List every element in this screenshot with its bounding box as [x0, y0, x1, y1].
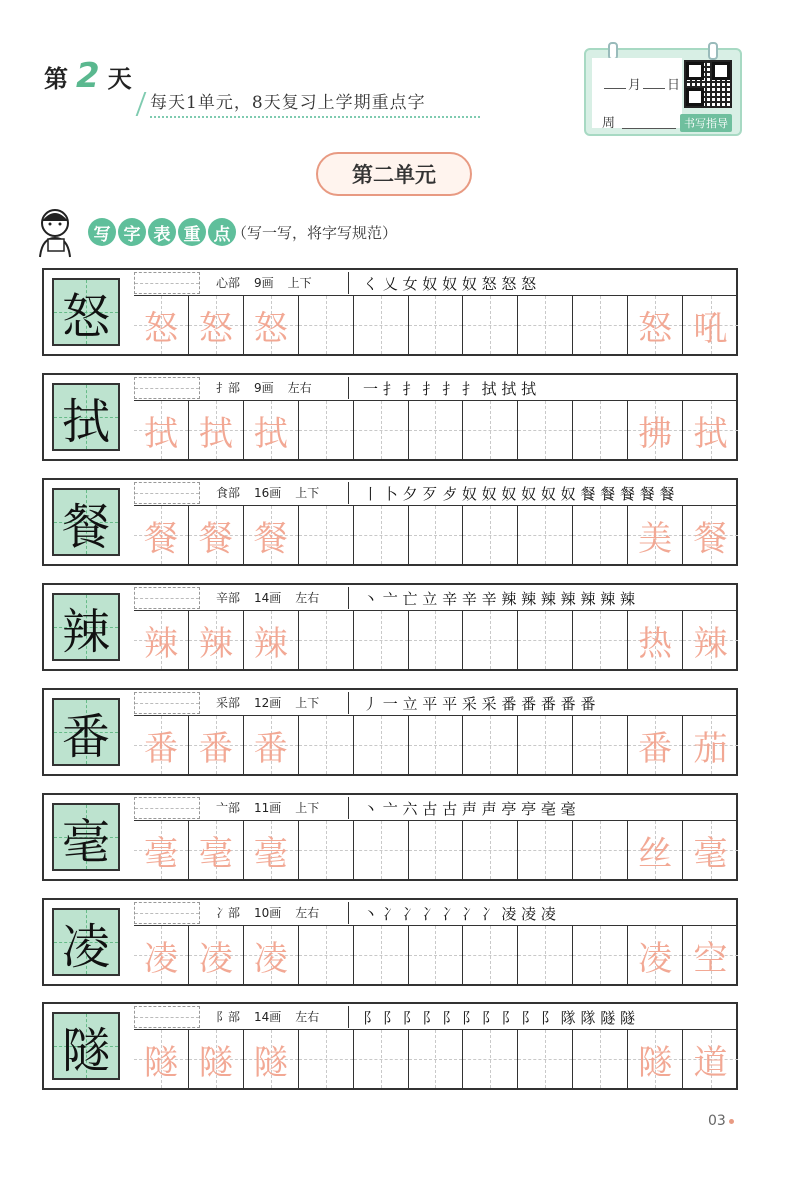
month-blank[interactable]: [604, 88, 626, 89]
meta-radical: 冫部: [216, 906, 241, 920]
model-character: 凌: [61, 918, 110, 975]
writing-cell[interactable]: [628, 296, 683, 354]
writing-cell[interactable]: [573, 611, 628, 669]
stroke-order: 丿 一 立 平 平 采 采 番 番 番 番 番: [348, 692, 595, 714]
character-meta: [216, 379, 326, 396]
word-character: 凌: [638, 938, 673, 979]
writing-cell[interactable]: [409, 716, 464, 774]
stroke-order: 丶 亠 亡 立 辛 辛 辛 辣 辣 辣 辣 辣 辣 辣: [348, 587, 635, 609]
model-character-box: [52, 488, 120, 556]
meta-radical: 阝部: [216, 1010, 241, 1024]
practice-row: [42, 373, 738, 461]
trace-character: 辣: [198, 623, 233, 664]
stroke-order: 丨 卜 夕 歹 歺 奴 奴 奴 奴 奴 奴 餐 餐 餐 餐 餐: [348, 482, 675, 504]
stroke-order: 阝 阝 阝 阝 阝 阝 阝 阝 阝 阝 隊 隊 隧 隧: [348, 1006, 635, 1028]
date-line: [602, 74, 680, 93]
trace-character: 凌: [198, 938, 233, 979]
pinyin-field[interactable]: [134, 272, 200, 294]
writing-cell[interactable]: [299, 716, 354, 774]
writing-cell[interactable]: [518, 611, 573, 669]
writing-cell[interactable]: [189, 506, 244, 564]
word-character: 热: [638, 623, 673, 664]
character-meta: [216, 1008, 333, 1025]
child-reading-icon: [28, 205, 82, 259]
writing-cell[interactable]: [573, 1030, 628, 1088]
meta-radical: 采部: [216, 696, 241, 710]
writing-cell[interactable]: [244, 506, 299, 564]
day-prefix: 第: [44, 65, 68, 93]
word-character: 毫: [693, 833, 728, 874]
writing-cell[interactable]: [134, 716, 189, 774]
character-info-bar: [134, 795, 738, 821]
writing-cell[interactable]: [518, 821, 573, 879]
writing-cell[interactable]: [518, 926, 573, 984]
month-label: 月: [628, 78, 642, 93]
writing-cell[interactable]: [189, 716, 244, 774]
date-card: [584, 48, 742, 136]
day-label: 日: [667, 78, 681, 93]
writing-cell[interactable]: [244, 401, 299, 459]
trace-character: 隧: [143, 1042, 178, 1083]
practice-row: [42, 688, 738, 776]
meta-structure: 左右: [287, 381, 312, 395]
writing-cell[interactable]: [628, 1030, 683, 1088]
trace-character: 番: [143, 728, 178, 769]
word-character: 拂: [638, 413, 673, 454]
writing-cell[interactable]: [244, 821, 299, 879]
writing-cell[interactable]: [354, 611, 409, 669]
model-character: 番: [61, 708, 110, 765]
word-character: 丝: [638, 833, 673, 874]
writing-cell[interactable]: [628, 401, 683, 459]
meta-radical: 扌部: [216, 381, 241, 395]
meta-strokes-count: 12画: [254, 696, 282, 710]
writing-cell[interactable]: [299, 296, 354, 354]
subtitle: 每天1单元，8天复习上学期重点字: [150, 93, 426, 113]
writing-cell[interactable]: [409, 1030, 464, 1088]
meta-structure: 左右: [295, 591, 320, 605]
stroke-order: 一 扌 扌 扌 扌 扌 拭 拭 拭: [348, 377, 536, 399]
writing-cell[interactable]: [299, 1030, 354, 1088]
meta-radical: 亠部: [216, 801, 241, 815]
writing-cell[interactable]: [134, 401, 189, 459]
trace-character: 番: [253, 728, 288, 769]
word-character: 吼: [693, 308, 728, 349]
writing-cell[interactable]: [628, 821, 683, 879]
writing-cell[interactable]: [573, 821, 628, 879]
writing-cell[interactable]: [518, 401, 573, 459]
model-character-box: [52, 593, 120, 661]
writing-cell[interactable]: [683, 1030, 738, 1088]
section-heading-char: 重: [178, 218, 206, 246]
writing-cell[interactable]: [244, 1030, 299, 1088]
writing-cell[interactable]: [628, 611, 683, 669]
writing-cell[interactable]: [299, 821, 354, 879]
meta-structure: 上下: [295, 696, 320, 710]
writing-cell[interactable]: [244, 716, 299, 774]
model-character: 餐: [61, 498, 110, 555]
writing-cell[interactable]: [134, 506, 189, 564]
section-heading-char: 表: [148, 218, 176, 246]
character-meta: [216, 589, 333, 606]
model-character-box: [52, 383, 120, 451]
day-badge: [44, 56, 132, 96]
week-blank[interactable]: [622, 128, 676, 129]
word-character: 怒: [638, 308, 673, 349]
writing-cell[interactable]: [463, 611, 518, 669]
trace-character: 拭: [253, 413, 288, 454]
writing-cell[interactable]: [134, 1030, 189, 1088]
model-character-box: [52, 1012, 120, 1080]
writing-cell[interactable]: [628, 506, 683, 564]
section-heading-char: 写: [88, 218, 116, 246]
stroke-order: 丶 亠 六 古 古 声 声 亭 亭 亳 毫: [348, 797, 576, 819]
writing-cell[interactable]: [683, 716, 738, 774]
writing-cell[interactable]: [573, 926, 628, 984]
writing-grid: [134, 926, 738, 984]
meta-strokes-count: 9画: [254, 381, 274, 395]
writing-cell[interactable]: [463, 506, 518, 564]
writing-cell[interactable]: [463, 821, 518, 879]
writing-cell[interactable]: [573, 716, 628, 774]
practice-row: [42, 793, 738, 881]
unit-title: 第二单元: [316, 152, 472, 196]
writing-cell[interactable]: [189, 926, 244, 984]
trace-character: 餐: [198, 518, 233, 559]
meta-structure: 上下: [287, 276, 312, 290]
trace-character: 辣: [253, 623, 288, 664]
model-character: 拭: [61, 393, 110, 450]
writing-grid: [134, 821, 738, 879]
pinyin-field[interactable]: [134, 377, 200, 399]
writing-cell[interactable]: [683, 926, 738, 984]
stroke-order: く 乂 女 奴 奴 奴 怒 怒 怒: [348, 272, 536, 294]
trace-character: 毫: [198, 833, 233, 874]
word-character: 空: [693, 938, 728, 979]
writing-cell[interactable]: [518, 716, 573, 774]
writing-cell[interactable]: [463, 296, 518, 354]
writing-cell[interactable]: [573, 296, 628, 354]
writing-cell[interactable]: [409, 821, 464, 879]
word-character: 隧: [638, 1042, 673, 1083]
trace-character: 餐: [143, 518, 178, 559]
writing-cell[interactable]: [518, 506, 573, 564]
writing-grid: [134, 611, 738, 669]
word-character: 餐: [693, 518, 728, 559]
pinyin-field[interactable]: [134, 692, 200, 714]
writing-cell[interactable]: [189, 611, 244, 669]
writing-cell[interactable]: [134, 926, 189, 984]
writing-cell[interactable]: [134, 821, 189, 879]
writing-cell[interactable]: [409, 926, 464, 984]
writing-cell[interactable]: [518, 1030, 573, 1088]
character-meta: [216, 799, 333, 816]
writing-cell[interactable]: [409, 296, 464, 354]
model-character: 怒: [61, 288, 110, 345]
meta-radical: 食部: [216, 486, 241, 500]
trace-character: 毫: [143, 833, 178, 874]
word-character: 道: [693, 1042, 728, 1083]
writing-cell[interactable]: [628, 716, 683, 774]
meta-strokes-count: 16画: [254, 486, 282, 500]
stroke-order: 丶 冫 冫 冫 冫 冫 冫 凌 凌 凌: [348, 902, 556, 924]
writing-cell[interactable]: [683, 506, 738, 564]
writing-cell[interactable]: [354, 506, 409, 564]
character-info-bar: [134, 690, 738, 716]
ring-icon: [708, 42, 718, 60]
writing-cell[interactable]: [463, 716, 518, 774]
writing-cell[interactable]: [354, 296, 409, 354]
writing-cell[interactable]: [573, 506, 628, 564]
meta-structure: 上下: [295, 486, 320, 500]
meta-strokes-count: 10画: [254, 906, 282, 920]
day-number: 2: [76, 56, 100, 96]
writing-cell[interactable]: [299, 506, 354, 564]
writing-cell[interactable]: [189, 401, 244, 459]
writing-cell[interactable]: [683, 401, 738, 459]
meta-structure: 左右: [295, 1010, 320, 1024]
writing-grid: [134, 716, 738, 774]
character-meta: [216, 694, 333, 711]
pinyin-field[interactable]: [134, 1006, 200, 1028]
model-character: 隧: [61, 1022, 110, 1079]
writing-grid: [134, 1030, 738, 1088]
writing-cell[interactable]: [244, 296, 299, 354]
pinyin-field[interactable]: [134, 587, 200, 609]
writing-cell[interactable]: [189, 821, 244, 879]
practice-row: [42, 898, 738, 986]
writing-cell[interactable]: [573, 401, 628, 459]
trace-character: 番: [198, 728, 233, 769]
trace-character: 辣: [143, 623, 178, 664]
section-heading: [88, 218, 236, 246]
word-character: 拭: [693, 413, 728, 454]
writing-grid: [134, 506, 738, 564]
trace-character: 隧: [198, 1042, 233, 1083]
writing-cell[interactable]: [463, 926, 518, 984]
writing-cell[interactable]: [134, 611, 189, 669]
practice-row: [42, 1002, 738, 1090]
writing-grid: [134, 401, 738, 459]
day-blank[interactable]: [643, 88, 665, 89]
pinyin-field[interactable]: [134, 482, 200, 504]
character-meta: [216, 484, 333, 501]
practice-row: [42, 583, 738, 671]
meta-structure: 左右: [295, 906, 320, 920]
word-character: 番: [638, 728, 673, 769]
writing-cell[interactable]: [189, 296, 244, 354]
writing-cell[interactable]: [463, 1030, 518, 1088]
meta-radical: 心部: [216, 276, 241, 290]
meta-strokes-count: 14画: [254, 1010, 282, 1024]
section-note: （写一写，将字写规范）: [232, 224, 398, 242]
writing-cell[interactable]: [409, 506, 464, 564]
meta-strokes-count: 9画: [254, 276, 274, 290]
writing-cell[interactable]: [299, 401, 354, 459]
trace-character: 怒: [198, 308, 233, 349]
practice-row: [42, 268, 738, 356]
writing-cell[interactable]: [354, 401, 409, 459]
writing-cell[interactable]: [354, 821, 409, 879]
model-character: 辣: [61, 603, 110, 660]
writing-cell[interactable]: [683, 821, 738, 879]
date-fields: [592, 58, 682, 131]
qr-code-icon[interactable]: [684, 60, 732, 108]
model-character-box: [52, 278, 120, 346]
writing-cell[interactable]: [244, 926, 299, 984]
writing-cell[interactable]: [409, 611, 464, 669]
writing-cell[interactable]: [683, 611, 738, 669]
writing-cell[interactable]: [518, 296, 573, 354]
section-heading-char: 点: [208, 218, 236, 246]
pinyin-field[interactable]: [134, 902, 200, 924]
writing-cell[interactable]: [628, 926, 683, 984]
day-suffix: 天: [107, 65, 132, 93]
character-info-bar: [134, 1004, 738, 1030]
character-info-bar: [134, 585, 738, 611]
model-character-box: [52, 908, 120, 976]
writing-cell[interactable]: [244, 611, 299, 669]
meta-structure: 上下: [295, 801, 320, 815]
writing-cell[interactable]: [299, 611, 354, 669]
model-character-box: [52, 803, 120, 871]
trace-character: 餐: [253, 518, 288, 559]
model-character-box: [52, 698, 120, 766]
trace-character: 怒: [253, 308, 288, 349]
practice-row: [42, 478, 738, 566]
trace-character: 凌: [143, 938, 178, 979]
character-info-bar: [134, 270, 738, 296]
subtitle-divider: [150, 116, 480, 118]
guide-label: 书写指导: [680, 114, 732, 132]
writing-cell[interactable]: [134, 296, 189, 354]
writing-cell[interactable]: [354, 926, 409, 984]
word-character: 美: [638, 518, 673, 559]
character-meta: [216, 274, 326, 291]
week-label: 周: [602, 116, 616, 131]
word-character: 辣: [693, 623, 728, 664]
pinyin-field[interactable]: [134, 797, 200, 819]
meta-strokes-count: 14画: [254, 591, 282, 605]
page-number: 03: [708, 1113, 734, 1129]
writing-grid: [134, 296, 738, 354]
writing-cell[interactable]: [354, 716, 409, 774]
character-info-bar: [134, 480, 738, 506]
character-info-bar: [134, 375, 738, 401]
writing-cell[interactable]: [299, 926, 354, 984]
model-character: 毫: [61, 813, 110, 870]
trace-character: 拭: [143, 413, 178, 454]
trace-character: 隧: [253, 1042, 288, 1083]
meta-radical: 辛部: [216, 591, 241, 605]
character-info-bar: [134, 900, 738, 926]
writing-cell[interactable]: [683, 296, 738, 354]
trace-character: 凌: [253, 938, 288, 979]
word-character: 茄: [693, 728, 728, 769]
writing-cell[interactable]: [189, 1030, 244, 1088]
writing-cell[interactable]: [354, 1030, 409, 1088]
meta-strokes-count: 11画: [254, 801, 282, 815]
character-meta: [216, 904, 333, 921]
trace-character: 拭: [198, 413, 233, 454]
trace-character: 毫: [253, 833, 288, 874]
trace-character: 怒: [143, 308, 178, 349]
writing-cell[interactable]: [409, 401, 464, 459]
writing-cell[interactable]: [463, 401, 518, 459]
section-heading-char: 字: [118, 218, 146, 246]
